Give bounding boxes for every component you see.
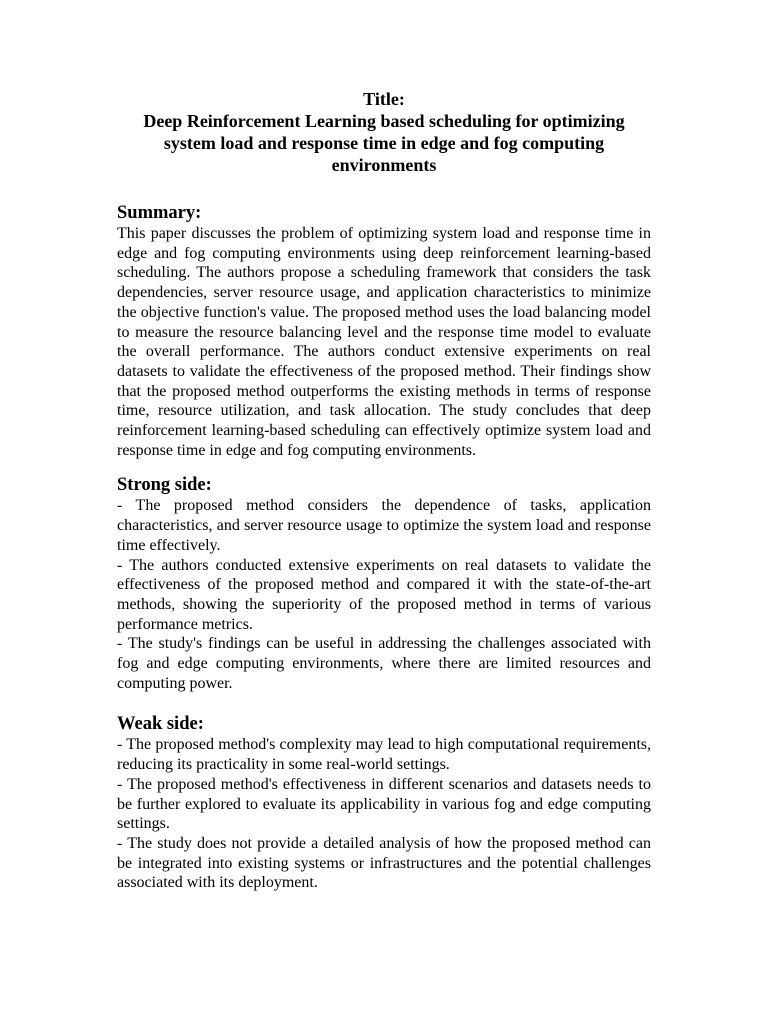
summary-heading: Summary: (117, 203, 202, 223)
weak-side-item: - The study does not provide a detailed analysis of how the proposed method can be integrated into existing systems or infrastructures and the potential challenges associated with its deployment. (117, 834, 651, 892)
weak-side-item: - The proposed method's effectiveness in different scenarios and datasets needs to be further explored to evaluate its applicability in various fog and edge computing settings. (117, 775, 651, 833)
strong-side-heading: Strong side: (117, 475, 212, 496)
strong-side-item: - The study's findings can be useful in addressing the challenges associated with fog and edge computing environments, where there are limited resources and computing power. (117, 635, 651, 692)
strong-side-section (117, 474, 651, 693)
summary-text: This paper discusses the problem of optimizing system load and response time in edge and fog computing environments using deep reinforcement learning-based scheduling. The authors propose a scheduling framework that considers the task dependencies, server resource usage, and application characteristics to minimize the objective function's value. The proposed method uses the load balancing model to measure the resource balancing level and the response time model to evaluate the overall performance. The authors conduct extensive experiments on real datasets to validate the effectiveness of the proposed method. Their findings show that the proposed method outperforms the existing methods in terms of response time, resource utilization, and task allocation. The study concludes that deep reinforcement learning-based scheduling can effectively optimize system load and response time in edge and fog computing environments. (117, 225, 651, 459)
document-page (117, 88, 651, 893)
weak-side-item: - The proposed method's complexity may lead to high computational requirements, reducing its practicality in some real-world settings. (117, 736, 651, 774)
strong-side-item: - The authors conducted extensive experiments on real datasets to validate the effectiveness of the proposed method and compared it with the state-of-the-art methods, showing the superiority of the proposed method in terms of various performance metrics. (117, 556, 651, 633)
weak-side-heading: Weak side: (117, 714, 204, 735)
strong-side-item: - The proposed method considers the dependence of tasks, application characteristics, and server resource usage to optimize the system load and response time effectively. (117, 497, 651, 554)
summary-section (117, 202, 651, 460)
title-block (117, 88, 651, 176)
paper-title: Deep Reinforcement Learning based scheduling for optimizing system load and response time in edge and fog computing environments (143, 111, 625, 175)
weak-side-section (117, 713, 651, 893)
title-label: Title: (363, 89, 405, 109)
